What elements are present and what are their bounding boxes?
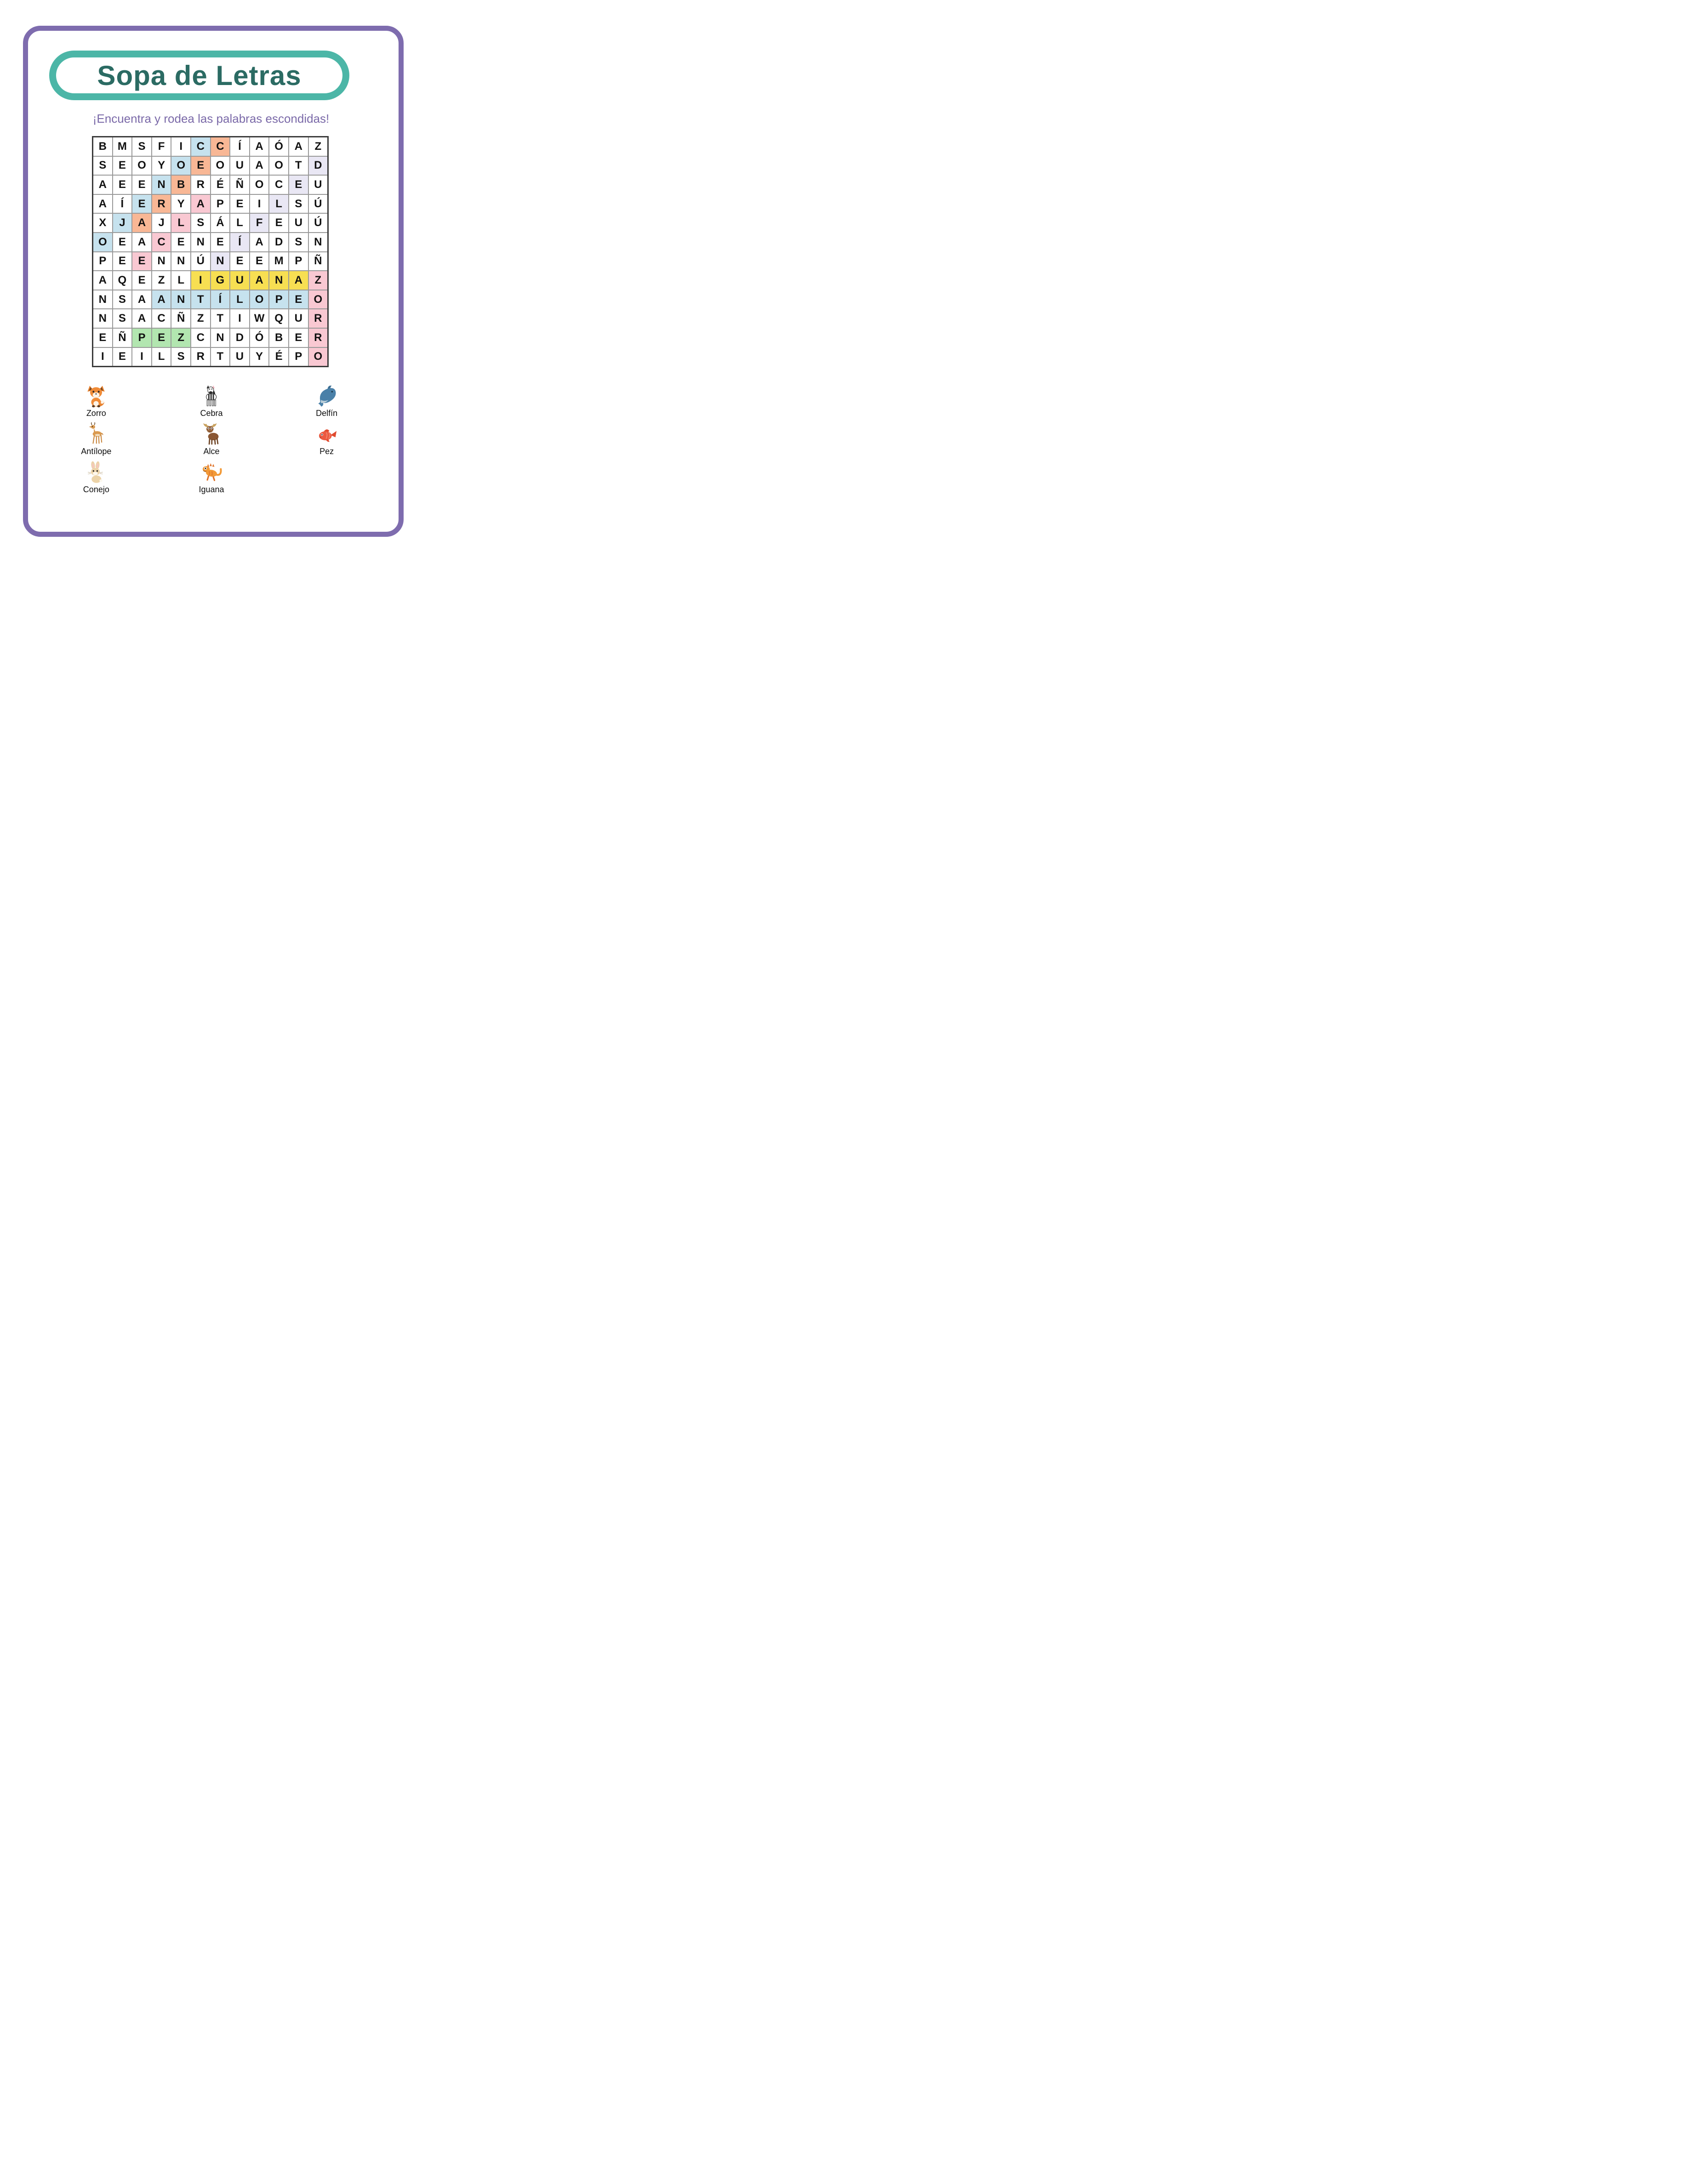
grid-cell: O (132, 157, 151, 175)
grid-cell: Q (113, 271, 132, 290)
grid-cell: Ó (269, 137, 288, 156)
grid-cell: Q (269, 309, 288, 328)
grid-cell: S (113, 290, 132, 309)
grid-cell: O (309, 290, 328, 309)
grid-cell: L (230, 214, 249, 232)
grid-cell: Í (230, 137, 249, 156)
grid-cell: A (250, 271, 269, 290)
grid-cell: Z (191, 309, 210, 328)
grid-cell: B (93, 137, 112, 156)
fish-icon (315, 422, 339, 446)
grid-cell: Z (309, 137, 328, 156)
grid-cell: B (171, 176, 190, 194)
grid-cell: E (113, 157, 132, 175)
grid-cell: Ó (250, 329, 269, 347)
grid-cell: E (93, 329, 112, 347)
fox-icon (84, 384, 108, 408)
grid-cell: É (211, 176, 230, 194)
word-search-grid (92, 136, 329, 367)
grid-cell: N (191, 233, 210, 251)
grid-cell: E (132, 271, 151, 290)
grid-cell: Z (171, 329, 190, 347)
grid-cell: Y (171, 195, 190, 213)
grid-cell: A (132, 214, 151, 232)
grid-cell: Í (230, 233, 249, 251)
grid-cell: A (132, 290, 151, 309)
zebra-icon (200, 384, 223, 408)
grid-cell: E (269, 214, 288, 232)
grid-cell: E (132, 252, 151, 271)
grid-cell: Ñ (171, 309, 190, 328)
grid-cell: A (152, 290, 171, 309)
grid-cell: A (93, 195, 112, 213)
grid-cell: L (152, 348, 171, 366)
grid-cell: O (309, 348, 328, 366)
word-label: Zorro (86, 409, 106, 418)
word-label: Cebra (200, 409, 223, 418)
grid-cell: L (171, 214, 190, 232)
grid-cell: T (289, 157, 308, 175)
grid-cell: R (309, 329, 328, 347)
grid-cell: O (250, 176, 269, 194)
word-list-item (39, 422, 154, 456)
rabbit-icon (84, 461, 108, 484)
grid-cell: S (113, 309, 132, 328)
word-list-item (154, 422, 269, 456)
grid-cell: A (250, 233, 269, 251)
word-list-item (39, 461, 154, 495)
grid-cell: Ñ (113, 329, 132, 347)
grid-cell: C (152, 309, 171, 328)
grid-cell: N (152, 176, 171, 194)
grid-cell: A (250, 157, 269, 175)
word-label: Delfín (316, 409, 338, 418)
grid-cell: P (269, 290, 288, 309)
word-list-item (269, 422, 384, 456)
word-list-item (154, 384, 269, 418)
grid-cell: E (230, 252, 249, 271)
grid-cell: S (93, 157, 112, 175)
grid-cell: N (93, 309, 112, 328)
grid-cell: E (250, 252, 269, 271)
word-list-item (269, 384, 384, 418)
grid-cell: D (309, 157, 328, 175)
grid-cell: S (191, 214, 210, 232)
grid-cell: E (211, 233, 230, 251)
grid-cell: S (289, 195, 308, 213)
grid-cell: N (171, 252, 190, 271)
grid-cell: A (132, 309, 151, 328)
title-banner (49, 51, 349, 100)
grid-cell: A (191, 195, 210, 213)
grid-cell: Z (309, 271, 328, 290)
grid-cell: F (152, 137, 171, 156)
grid-cell: E (230, 195, 249, 213)
word-list-item (39, 384, 154, 418)
grid-cell: F (250, 214, 269, 232)
grid-cell: X (93, 214, 112, 232)
grid-cell: A (250, 137, 269, 156)
grid-cell: O (250, 290, 269, 309)
grid-cell: T (191, 290, 210, 309)
grid-cell: Ú (309, 214, 328, 232)
grid-cell: C (191, 329, 210, 347)
grid-cell: R (152, 195, 171, 213)
iguana-icon (200, 461, 223, 484)
grid-cell: E (132, 195, 151, 213)
grid-cell: U (289, 309, 308, 328)
grid-cell: C (191, 137, 210, 156)
grid-cell: P (211, 195, 230, 213)
grid-cell: E (113, 252, 132, 271)
grid-cell: E (171, 233, 190, 251)
grid-cell: P (132, 329, 151, 347)
grid-cell: I (93, 348, 112, 366)
grid-cell: J (113, 214, 132, 232)
grid-cell: N (93, 290, 112, 309)
grid-cell: G (211, 271, 230, 290)
word-label: Pez (319, 447, 334, 456)
word-list (39, 384, 384, 495)
grid-cell: C (269, 176, 288, 194)
word-label: Iguana (199, 485, 224, 494)
grid-cell: Í (211, 290, 230, 309)
grid-cell: T (211, 309, 230, 328)
grid-cell: I (132, 348, 151, 366)
grid-cell: A (93, 176, 112, 194)
grid-cell: N (269, 271, 288, 290)
grid-cell: A (289, 271, 308, 290)
grid-cell: I (250, 195, 269, 213)
grid-cell: Y (250, 348, 269, 366)
word-label: Conejo (83, 485, 109, 494)
grid-cell: É (269, 348, 288, 366)
grid-cell: O (171, 157, 190, 175)
grid-cell: L (171, 271, 190, 290)
grid-cell: R (191, 348, 210, 366)
grid-cell: O (93, 233, 112, 251)
grid-cell: N (211, 329, 230, 347)
grid-cell: O (269, 157, 288, 175)
word-list-item (154, 461, 269, 495)
grid-cell: R (191, 176, 210, 194)
grid-cell: C (211, 137, 230, 156)
grid-cell: U (230, 348, 249, 366)
grid-cell: Z (152, 271, 171, 290)
dolphin-icon (315, 384, 339, 408)
grid-cell: Ñ (230, 176, 249, 194)
grid-cell: E (113, 348, 132, 366)
grid-cell: A (289, 137, 308, 156)
page-title: Sopa de Letras (97, 60, 302, 91)
grid-cell: U (230, 271, 249, 290)
grid-cell: Ú (191, 252, 210, 271)
grid-cell: E (289, 176, 308, 194)
grid-cell: S (289, 233, 308, 251)
grid-cell: T (211, 348, 230, 366)
grid-cell: C (152, 233, 171, 251)
grid-cell: E (289, 290, 308, 309)
grid-cell: M (113, 137, 132, 156)
grid-cell: S (132, 137, 151, 156)
grid-cell: E (113, 176, 132, 194)
grid-cell: N (211, 252, 230, 271)
grid-cell: D (269, 233, 288, 251)
grid-cell: I (171, 137, 190, 156)
grid-cell: E (152, 329, 171, 347)
grid-cell: P (289, 252, 308, 271)
word-label: Antílope (81, 447, 112, 456)
grid-cell: M (269, 252, 288, 271)
antelope-icon (84, 422, 108, 446)
grid-cell: N (309, 233, 328, 251)
grid-cell: Y (152, 157, 171, 175)
grid-cell: E (191, 157, 210, 175)
grid-cell: E (132, 176, 151, 194)
grid-cell: Ú (309, 195, 328, 213)
grid-cell: U (309, 176, 328, 194)
grid-cell: N (152, 252, 171, 271)
grid-cell: U (289, 214, 308, 232)
grid-cell: S (171, 348, 190, 366)
grid-cell: J (152, 214, 171, 232)
grid-cell: P (289, 348, 308, 366)
grid-cell: I (191, 271, 210, 290)
page-subtitle: ¡Encuentra y rodea las palabras escondidas! (92, 112, 330, 125)
grid-cell: L (269, 195, 288, 213)
moose-icon (200, 422, 223, 446)
grid-cell: Ñ (309, 252, 328, 271)
grid-cell: U (230, 157, 249, 175)
grid-cell: B (269, 329, 288, 347)
grid-cell: E (289, 329, 308, 347)
grid-cell: A (93, 271, 112, 290)
grid-cell: R (309, 309, 328, 328)
grid-cell: Í (113, 195, 132, 213)
word-label: Alce (203, 447, 220, 456)
grid-cell: I (230, 309, 249, 328)
grid-cell: O (211, 157, 230, 175)
grid-cell: A (132, 233, 151, 251)
grid-cell: E (113, 233, 132, 251)
grid-cell: Á (211, 214, 230, 232)
grid-cell: L (230, 290, 249, 309)
grid-cell: D (230, 329, 249, 347)
grid-cell: N (171, 290, 190, 309)
grid-cell: P (93, 252, 112, 271)
grid-cell: W (250, 309, 269, 328)
